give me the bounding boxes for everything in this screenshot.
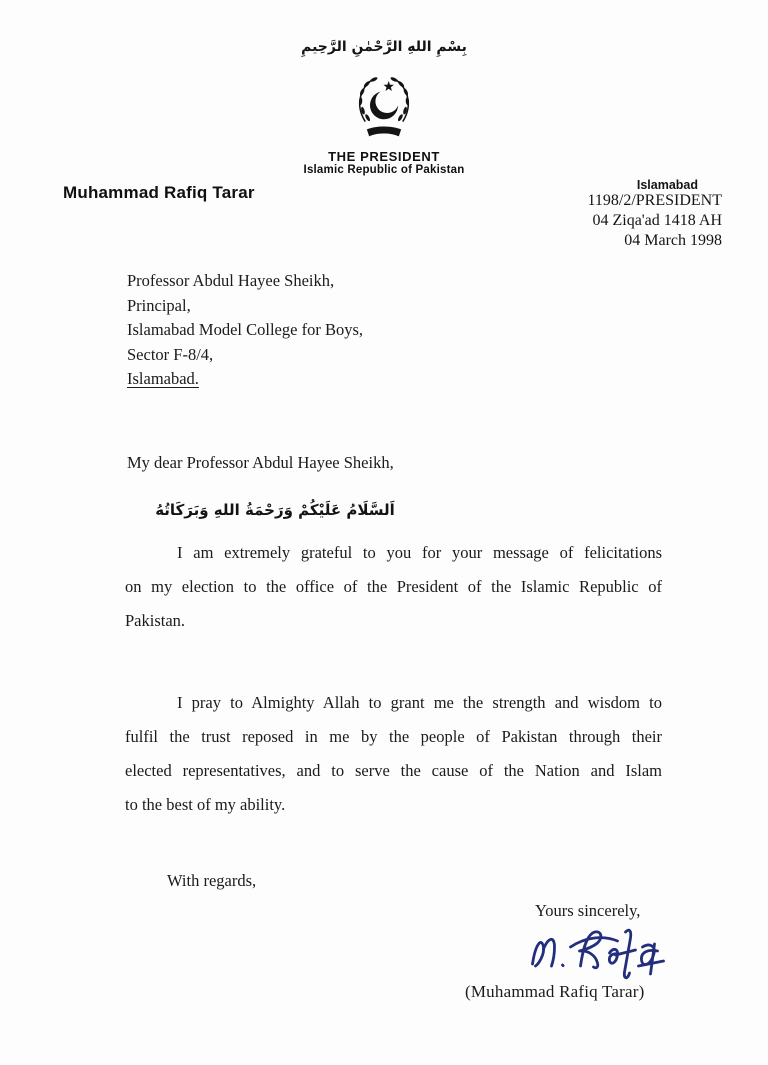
sender-name: Muhammad Rafiq Tarar [63,183,255,202]
reference-block [587,179,722,251]
recipient-address [127,269,363,392]
letterhead-subtitle: Islamic Republic of Pakistan [303,164,465,176]
body-paragraph-2 [125,686,662,822]
emblem-scroll [367,126,401,136]
closing-regards: With regards, [167,871,257,890]
body-line: I pray to Almighty Allah to grant me the strength and wisdom to [177,693,662,712]
pakistan-emblem-icon [345,70,423,142]
place-line: Islamabad [636,178,698,192]
emblem-container [0,70,768,147]
signature-icon [523,922,668,988]
body-line: fulfil the trust reposed in me by the people of Pakistan through their [125,727,662,746]
body-line: I am extremely grateful to you for your message of felicitations [177,543,662,562]
recipient-line: Principal, [127,295,191,315]
date-gregorian: 04 March 1998 [624,232,722,249]
closing-sincerely: Yours sincerely, [535,901,641,920]
body-line: Pakistan. [125,611,186,630]
date-hijri: 04 Ziqa'ad 1418 AH [592,212,722,229]
star-icon [383,81,393,91]
recipient-line: Professor Abdul Hayee Sheikh, [127,271,335,290]
body-line: elected representatives, and to serve the cause of the Nation and Islam [125,761,662,780]
body-line: to the best of my ability. [125,795,286,814]
body-line: on my election to the office of the President of the Islamic Republic of [125,577,662,596]
salutation: My dear Professor Abdul Hayee Sheikh, [127,453,394,472]
letterhead-title: THE PRESIDENT [328,149,440,164]
recipient-city: Islamabad. [127,369,199,388]
reference-number: 1198/2/PRESIDENT [587,192,722,209]
body-paragraph-1 [125,536,662,638]
recipient-line: Islamabad Model College for Boys, [127,320,363,339]
arabic-greeting: اَلسَّلَامُ عَلَيْكُمْ وَرَحْمَةُ اللهِ وَبَرَكَاتُهُ [155,501,395,519]
bismillah-calligraphy: بِسْمِ اللهِ الرَّحْمٰنِ الرَّحِيمِ [301,39,467,55]
recipient-line: Sector F-8/4, [127,344,214,364]
signed-name: (Muhammad Rafiq Tarar) [465,982,645,1001]
